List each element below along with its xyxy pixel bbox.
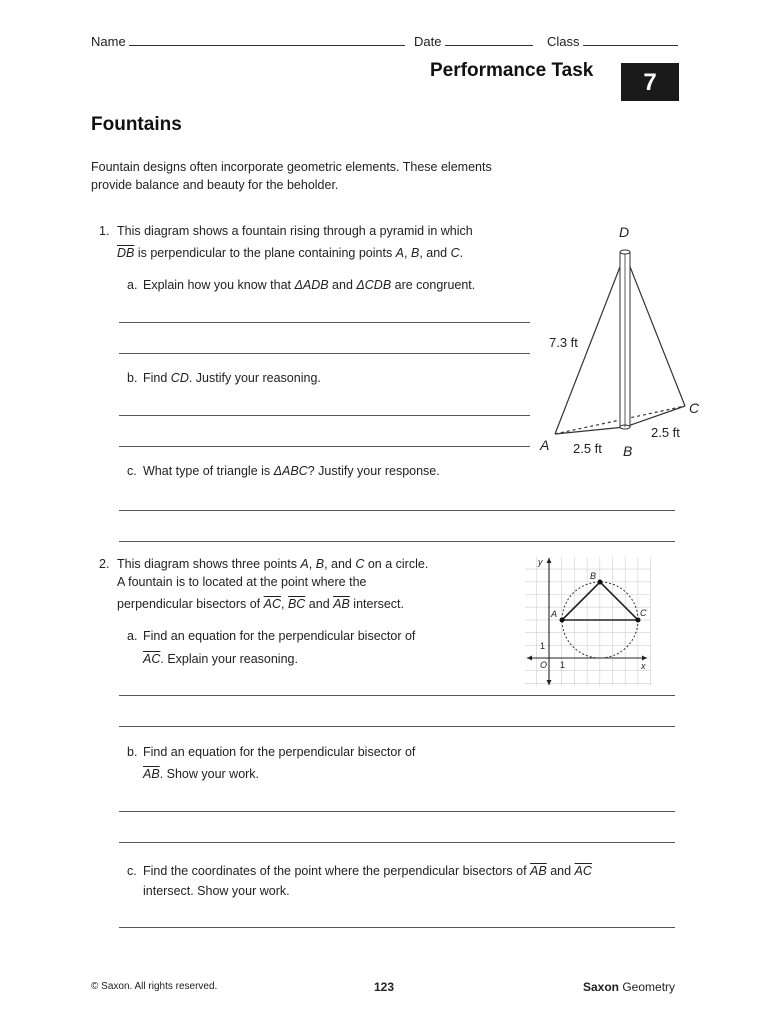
section-title: Fountains [91,114,182,135]
q2b-text-line-1: Find an equation for the perpendicular bisector of [143,745,416,759]
triangle-cdb: ΔCDB [356,278,392,292]
circle-grid-diagram [523,555,653,688]
x-axis-arrow-left-icon [527,656,532,661]
q2-line3-post: intersect. [349,597,404,611]
tick-x-1: 1 [560,660,566,670]
page-number: 123 [374,980,395,994]
point-c-dot [636,618,641,623]
answer-line[interactable] [119,353,530,354]
segment-ac: $\overline{AC}$ [263,597,281,611]
answer-line[interactable] [119,415,530,416]
q1a-label: a. [127,278,138,292]
answer-line[interactable] [119,446,530,447]
y-axis-arrow-down-icon [547,680,552,685]
q1-period: . [459,246,464,260]
brand-rest: Geometry [619,980,676,994]
label-y: y [538,557,543,567]
date-label: Date [414,34,442,49]
tick-y-1: 1 [540,641,546,651]
label-a: A [551,609,558,619]
q1-comma: , [404,246,411,260]
label-b: B [623,443,633,459]
answer-line[interactable] [119,927,675,928]
fountain-top [620,250,630,254]
point-b-ref: B [410,246,420,260]
q2-and: , and [324,557,356,571]
answer-line[interactable] [119,842,675,843]
point-a-ref: A [395,246,405,260]
segment-db: $\overline{DB}$ [117,246,135,260]
q2c-pre: Find the coordinates of the point where the perpendicular bisectors of [143,864,531,878]
q1-number: 1. [99,224,110,238]
intro-paragraph [91,158,561,194]
q1b-label: b. [127,371,138,385]
name-label: Name [91,34,126,49]
q2c-and: and [546,864,575,878]
class-line[interactable] [583,33,678,46]
answer-line[interactable] [119,541,675,542]
intro-line-1: Fountain designs often incorporate geometric elements. These elements [91,160,492,174]
answer-line[interactable] [119,726,675,727]
q1-and: , and [419,246,451,260]
q2-line1-pre: This diagram shows three points [117,557,301,571]
segment-bc: $\overline{BC}$ [287,597,306,611]
name-field-row [91,33,405,49]
q2c-label: c. [127,864,137,878]
edge-ab [555,427,625,434]
segment-cd: CD [170,371,189,385]
q2-comma2: , [280,597,288,611]
q2-text-line-1 [117,555,517,573]
q1-text-part: is perpendicular to the plane containing points [134,246,396,260]
triangle-abc: ΔABC [273,464,308,478]
q2b-text-line-2 [143,765,513,783]
segment-ac: $\overline{AC}$ [143,652,161,666]
date-field-row [414,33,533,49]
length-bc: 2.5 ft [651,425,680,440]
label-x: x [641,661,646,671]
point-c-ref: C [355,557,365,571]
segment-ac: $\overline{AC}$ [574,864,592,878]
pyramid-fountain-diagram [535,220,710,465]
q2-line1-post: on a circle. [364,557,429,571]
q1a-mid: and [328,278,357,292]
answer-line[interactable] [119,811,675,812]
segment-ab: $\overline{AB}$ [333,597,350,611]
q2-text-line-3 [117,595,517,613]
q2a-label: a. [127,629,138,643]
point-a-dot [560,618,565,623]
q1a-text [143,276,543,294]
point-a-ref: A [300,557,309,571]
label-c: C [640,608,647,618]
answer-line[interactable] [119,510,675,511]
point-b-ref: B [315,557,325,571]
performance-task-title: Performance Task [430,60,594,81]
q2a-text-line-1: Find an equation for the perpendicular bisector of [143,629,416,643]
label-b: B [590,571,597,581]
answer-line[interactable] [119,695,675,696]
q1b-post: . Justify your reasoning. [188,371,321,385]
q2-text-line-2: A fountain is to located at the point where the [117,575,367,589]
segment-ab: $\overline{AB}$ [530,864,547,878]
edge-dc [625,254,685,406]
length-da: 7.3 ft [549,335,578,350]
class-label: Class [547,34,580,49]
q2b-label: b. [127,745,138,759]
q1c-label: c. [127,464,137,478]
answer-line[interactable] [119,322,530,323]
q2a-post: . Explain your reasoning. [160,652,298,666]
q1-text-line-2 [117,244,537,262]
q1b-text [143,369,543,387]
copyright: © Saxon. All rights reserved. [91,981,218,992]
date-line[interactable] [445,33,533,46]
q2-comma: , [308,557,316,571]
q2c-text-line-1 [143,862,683,880]
q1a-post: are congruent. [391,278,476,292]
x-axis-arrow-icon [642,656,647,661]
q1-text-line-1: This diagram shows a fountain rising through a pyramid in which [117,224,473,238]
point-c-ref: C [450,246,460,260]
publisher-brand [583,980,675,994]
q2-number: 2. [99,557,110,571]
point-b-dot [598,580,603,585]
segment-ab: $\overline{AB}$ [143,767,160,781]
name-line[interactable] [129,33,405,46]
class-field-row [547,33,678,49]
q2b-post: . Show your work. [159,767,260,781]
label-a: A [540,437,550,453]
intro-line-2: provide balance and beauty for the beholder. [91,178,339,192]
y-axis-arrow-icon [547,558,552,563]
label-origin: O [540,660,548,670]
label-d: D [619,224,630,240]
q2-line3-pre: perpendicular bisectors of [117,597,264,611]
length-ab: 2.5 ft [573,441,602,456]
q2c-text-line-2: intersect. Show your work. [143,884,290,898]
triangle-adb: ΔADB [294,278,329,292]
q1a-pre: Explain how you know that [143,278,295,292]
label-c: C [689,400,700,416]
task-number-badge: 7 [621,63,679,101]
q2a-text-line-2 [143,650,513,668]
q1c-pre: What type of triangle is [143,464,274,478]
q1b-pre: Find [143,371,171,385]
q1c-post: ? Justify your response. [307,464,440,478]
brand-bold: Saxon [583,980,620,994]
q2-and2: and [305,597,334,611]
